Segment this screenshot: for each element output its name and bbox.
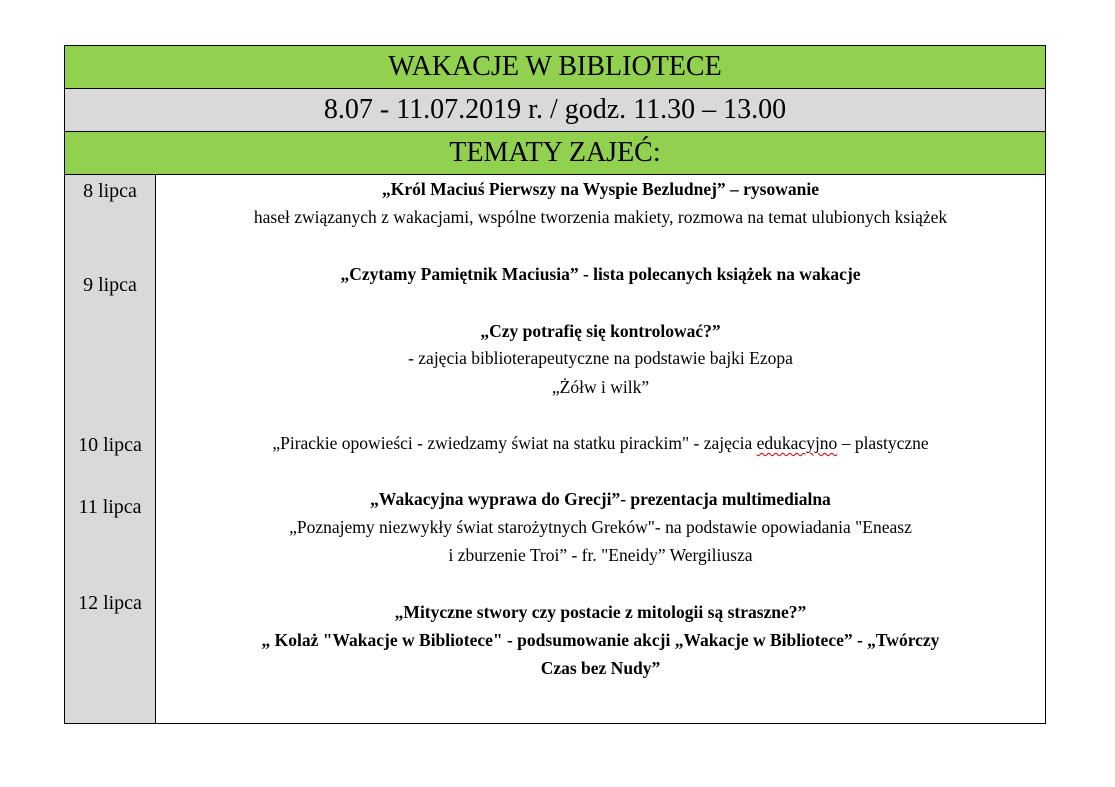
date-day-4: 11 lipca bbox=[78, 496, 142, 518]
date-column bbox=[65, 175, 156, 723]
day5-title: „Mityczne stwory czy postacie z mitologii są straszne?” bbox=[394, 602, 807, 622]
date-day-1: 8 lipca bbox=[83, 180, 137, 202]
day2-title: „Czytamy Pamiętnik Maciusia” - lista polecanych książek na wakacje bbox=[340, 264, 861, 284]
day2-description: - zajęcia biblioterapeutyczne na podstawie bajki Ezopa bbox=[408, 348, 793, 368]
date-day-2: 9 lipca bbox=[83, 274, 137, 296]
spellcheck-marked-word: edukacyjno bbox=[756, 433, 838, 453]
day3-text-start: „Pirackie opowieści - zwiedzamy świat na statku pirackim" - zajęcia bbox=[272, 433, 757, 453]
date-day-5: 12 lipca bbox=[78, 592, 142, 614]
schedule-table bbox=[64, 45, 1046, 724]
day3-text bbox=[156, 432, 1045, 454]
day4-description-line2: i zburzenie Troi” - fr. "Eneidy” Wergiliusza bbox=[448, 545, 753, 565]
date-day-3: 10 lipca bbox=[78, 434, 142, 456]
topics-heading: TEMATY ZAJEĆ: bbox=[65, 132, 1045, 175]
event-dates: 8.07 - 11.07.2019 r. / godz. 11.30 – 13.00 bbox=[65, 89, 1045, 132]
day5-line3: Czas bez Nudy” bbox=[540, 658, 661, 678]
day4-description-line1: „Poznajemy niezwykły świat starożytnych Greków"- na podstawie opowiadania "Eneasz bbox=[289, 517, 912, 537]
page-title: WAKACJE W BIBLIOTECE bbox=[65, 46, 1045, 89]
topics-column bbox=[156, 175, 1045, 723]
day2-tale-title: „Żółw i wilk” bbox=[551, 377, 650, 397]
day1-title: „Król Maciuś Pierwszy na Wyspie Bezludnej” – rysowanie bbox=[382, 179, 819, 199]
day4-title: „Wakacyjna wyprawa do Grecji”- prezentacja multimedialna bbox=[370, 489, 831, 509]
day5-line2: „ Kolaż "Wakacje w Bibliotece" - podsumowanie akcji „Wakacje w Bibliotece” - „Twórczy bbox=[261, 630, 940, 650]
day1-description: haseł związanych z wakacjami, wspólne tworzenia makiety, rozmowa na temat ulubionych książek bbox=[253, 207, 948, 227]
day3-text-end: – plastyczne bbox=[837, 433, 929, 453]
day2-subtitle: „Czy potrafię się kontrolować?” bbox=[480, 321, 721, 341]
